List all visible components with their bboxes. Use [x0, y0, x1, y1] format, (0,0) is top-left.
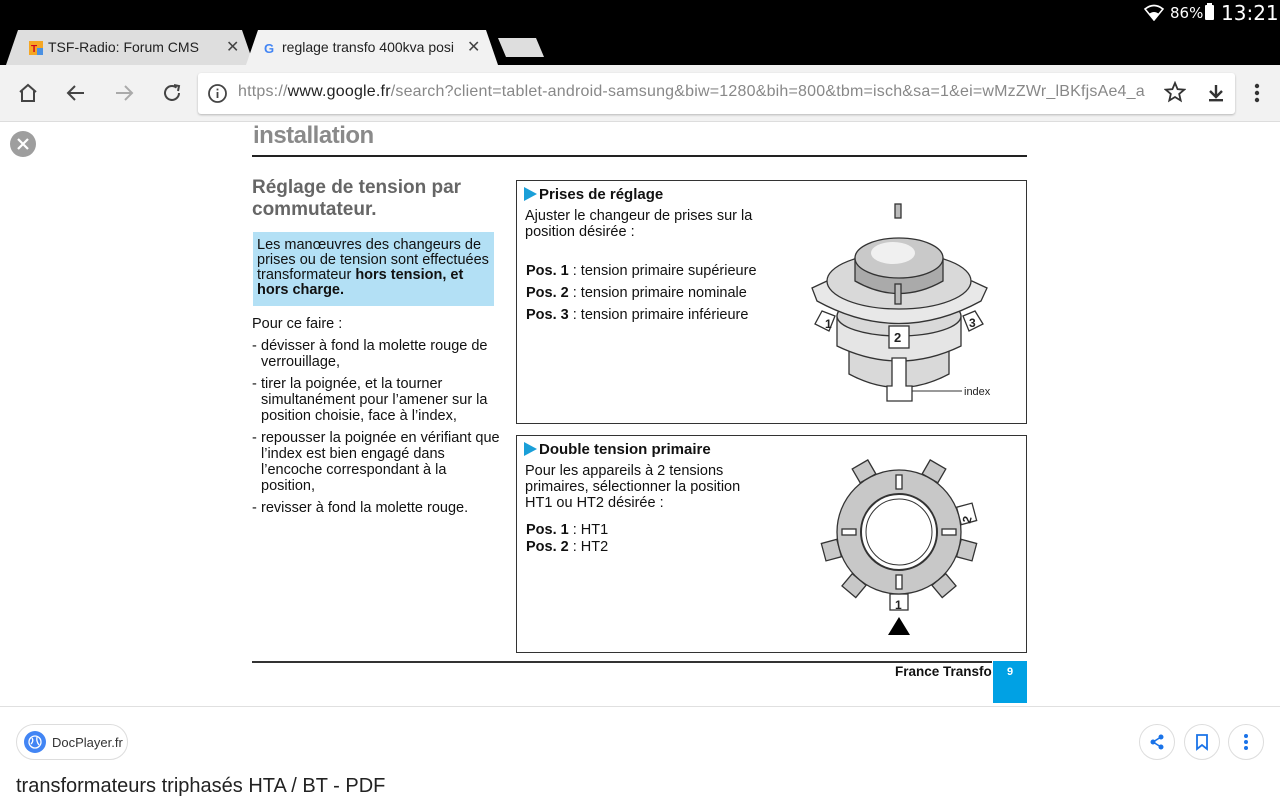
divider [252, 661, 992, 663]
google-favicon-icon [262, 40, 278, 56]
list-item: - tirer la poignée, et la tourner simultanément pour l’amener sur la position choisie, face à l’index, [252, 376, 502, 424]
steps-intro: Pour ce faire : [252, 316, 343, 332]
source-chip[interactable] [16, 724, 128, 760]
url-scheme: https:// [238, 83, 288, 100]
battery-icon [1205, 5, 1214, 20]
panel-title: Double tension primaire [524, 441, 711, 458]
url-path: /search?client=tablet-android-samsung&biw=1280&bih=800&tbm=isch&sa=1&ei=wMzZWr_lBKfjsAe4_a [390, 83, 1145, 100]
menu-kebab-icon[interactable] [1243, 79, 1271, 107]
doc-heading: installation [253, 122, 374, 149]
home-icon[interactable] [14, 79, 42, 107]
globe-icon [24, 731, 46, 753]
tab-title: TSF-Radio: Forum CMS [48, 39, 199, 55]
clock: 13:21 [1221, 1, 1279, 25]
reload-icon[interactable] [158, 79, 186, 107]
list-item: - revisser à fond la molette rouge. [252, 500, 502, 516]
position-line: Pos. 1 : tension primaire supérieure [526, 263, 757, 279]
divider [252, 155, 1027, 157]
image-viewer [0, 122, 1280, 706]
close-viewer-icon[interactable] [10, 131, 36, 157]
document-image[interactable] [250, 122, 1030, 706]
url-text[interactable] [238, 83, 1156, 101]
note-bold-text: hors tension, et hors charge. [257, 267, 464, 298]
panel-title: Prises de réglage [524, 186, 663, 203]
tap-changer-diagram [797, 196, 1022, 416]
position-line: Pos. 1 : HT1 [526, 522, 609, 538]
figure-label: 1 [895, 598, 902, 612]
position-line: Pos. 2 : HT2 [526, 539, 609, 555]
triangle-bullet-icon [524, 442, 537, 456]
close-tab-icon[interactable]: ✕ [226, 39, 240, 56]
share-icon [1148, 733, 1166, 751]
address-bar[interactable] [198, 73, 1235, 114]
figure-label: 1 [825, 317, 832, 331]
position-line: Pos. 3 : tension primaire inférieure [526, 307, 749, 323]
bookmark-icon [1194, 733, 1210, 751]
bookmark-star-icon[interactable] [1164, 81, 1186, 108]
panel-prises-reglage [516, 180, 1027, 424]
panel-text: Pour les appareils à 2 tensions primaires, sélectionner la position HT1 ou HT2 désirée : [525, 463, 741, 511]
more-vert-icon [1243, 733, 1249, 751]
svg-text:G: G [264, 41, 275, 56]
figure-label: 3 [969, 316, 976, 330]
panel-text: Ajuster le changeur de prises sur la position désirée : [525, 208, 753, 240]
svg-text:T: T [31, 44, 38, 55]
page-number: 9 [993, 661, 1027, 703]
result-info-panel [0, 706, 1280, 800]
back-arrow-icon[interactable] [62, 79, 90, 107]
doc-subheading: Réglage de tension par commutateur. [252, 177, 462, 220]
more-options-button[interactable] [1228, 724, 1264, 760]
warning-note [253, 232, 494, 306]
list-item: - dévisser à fond la molette rouge de verrouillage, [252, 338, 502, 370]
new-tab-button[interactable] [498, 38, 544, 57]
tsf-favicon-icon [28, 40, 44, 56]
figure-label: index [964, 386, 991, 398]
result-title[interactable]: transformateurs triphasés HTA / BT - PDF [16, 775, 386, 797]
close-tab-icon[interactable]: ✕ [467, 39, 481, 56]
save-button[interactable] [1184, 724, 1220, 760]
tab-strip [0, 25, 1280, 65]
url-host: www.google.fr [287, 83, 391, 100]
tab-tsf-radio[interactable] [6, 30, 254, 65]
source-label: DocPlayer.fr [52, 734, 123, 750]
download-icon[interactable] [1202, 79, 1230, 107]
dual-voltage-switch-diagram [817, 452, 987, 642]
info-icon[interactable] [207, 83, 228, 109]
tab-google-search[interactable] [246, 30, 498, 65]
list-item: - repousser la poignée en vérifiant que l’index est bien engagé dans l’encoche correspondant à la position, [252, 430, 502, 494]
forward-arrow-icon[interactable] [110, 79, 138, 107]
battery-percentage: 86% [1170, 4, 1204, 22]
steps-list [252, 338, 502, 522]
note-text: Les manœuvres des changeurs de prises ou de tension sont effectuées transformateur [257, 237, 489, 283]
wifi-icon [1144, 4, 1164, 26]
figure-label: 2 [959, 514, 975, 525]
position-line: Pos. 2 : tension primaire nominale [526, 285, 747, 301]
figure-label: 2 [894, 330, 902, 345]
status-bar [0, 0, 1280, 25]
triangle-bullet-icon [524, 187, 537, 201]
footer-brand: France Transfo [895, 664, 992, 679]
share-button[interactable] [1139, 724, 1175, 760]
browser-toolbar [0, 65, 1280, 122]
panel-double-tension [516, 435, 1027, 653]
tab-title: reglage transfo 400kva posi [282, 39, 454, 55]
